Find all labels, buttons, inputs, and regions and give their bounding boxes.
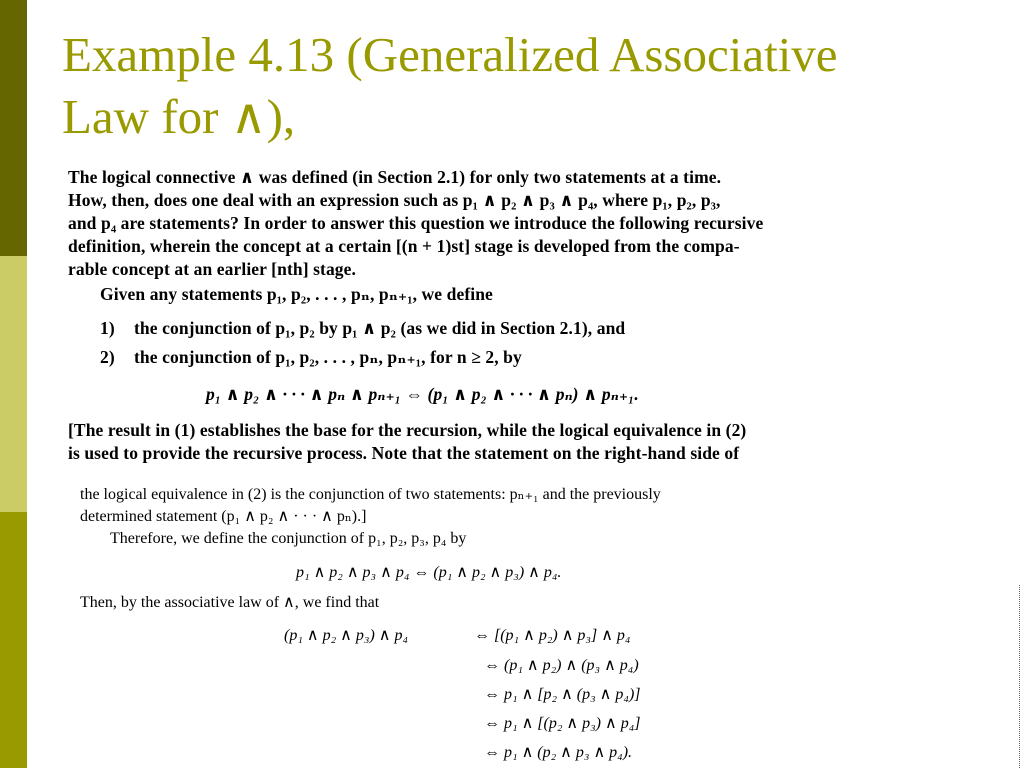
paragraph-line: Then, by the associative law of ∧, we find that: [80, 594, 380, 611]
title-line-2: Law for ∧),: [62, 89, 296, 144]
equation-step: ⇔ p₁ ∧ [p₂ ∧ (p₃ ∧ p₄)]: [484, 686, 641, 703]
scan-edge-artifact: [1019, 585, 1024, 768]
accent-bar-top: [0, 0, 27, 256]
paragraph-line: Given any statements p₁, p₂, . . . , pₙ, pₙ₊₁, we define: [100, 284, 493, 304]
list-item: the conjunction of p₁, p₂ by p₁ ∧ p₂ (as we did in Section 2.1), and: [134, 318, 626, 338]
list-item-number: 2): [100, 347, 115, 367]
equation-step: ⇔ [(p₁ ∧ p₂) ∧ p₃] ∧ p₄: [474, 627, 631, 644]
title-line-1: Example 4.13 (Generalized Associative: [62, 27, 838, 82]
paragraph-line: is used to provide the recursive process. Note that the statement on the right-hand side of: [68, 443, 740, 463]
list-item-number: 1): [100, 318, 115, 338]
paragraph-line: rable concept at an earlier [nth] stage.: [68, 259, 356, 279]
paragraph-line: [The result in (1) establishes the base for the recursion, while the logical equivalence in (2): [68, 420, 747, 440]
equation-step: ⇔ p₁ ∧ (p₂ ∧ p₃ ∧ p₄).: [484, 744, 633, 761]
paragraph-line: The logical connective ∧ was defined (in Section 2.1) for only two statements at a time.: [68, 167, 722, 187]
paragraph-line: definition, wherein the concept at a certain [(n + 1)st] stage is developed from the compa-: [68, 236, 740, 256]
paragraph-line: Therefore, we define the conjunction of p₁, p₂, p₃, p₄ by: [110, 530, 467, 547]
equation-lhs: (p₁ ∧ p₂ ∧ p₃) ∧ p₄: [284, 627, 409, 644]
paragraph-line: and p₄ are statements? In order to answer this question we introduce the following recursive: [68, 213, 764, 233]
equation-step: ⇔ (p₁ ∧ p₂) ∧ (p₃ ∧ p₄): [484, 657, 639, 674]
equation-step: ⇔ p₁ ∧ [(p₂ ∧ p₃) ∧ p₄]: [484, 715, 641, 732]
equation: p₁ ∧ p₂ ∧ p₃ ∧ p₄ ⇔ (p₁ ∧ p₂ ∧ p₃) ∧ p₄.: [296, 564, 562, 581]
accent-bar-bottom: [0, 512, 27, 768]
accent-bar-middle: [0, 256, 27, 512]
equation: p₁ ∧ p₂ ∧ · · · ∧ pₙ ∧ pₙ₊₁ ⇔ (p₁ ∧ p₂ ∧ · · · ∧ pₙ) ∧ pₙ₊₁.: [206, 384, 639, 404]
paragraph-line: determined statement (p₁ ∧ p₂ ∧ · · · ∧ pₙ).]: [80, 508, 367, 525]
paragraph-line: the logical equivalence in (2) is the conjunction of two statements: pₙ₊₁ and the previously: [80, 486, 661, 503]
paragraph-line: How, then, does one deal with an expression such as p₁ ∧ p₂ ∧ p₃ ∧ p₄, where p₁, p₂, p₃,: [68, 190, 721, 210]
slide-title: [62, 24, 838, 148]
list-item: the conjunction of p₁, p₂, . . . , pₙ, pₙ₊₁, for n ≥ 2, by: [134, 347, 522, 367]
